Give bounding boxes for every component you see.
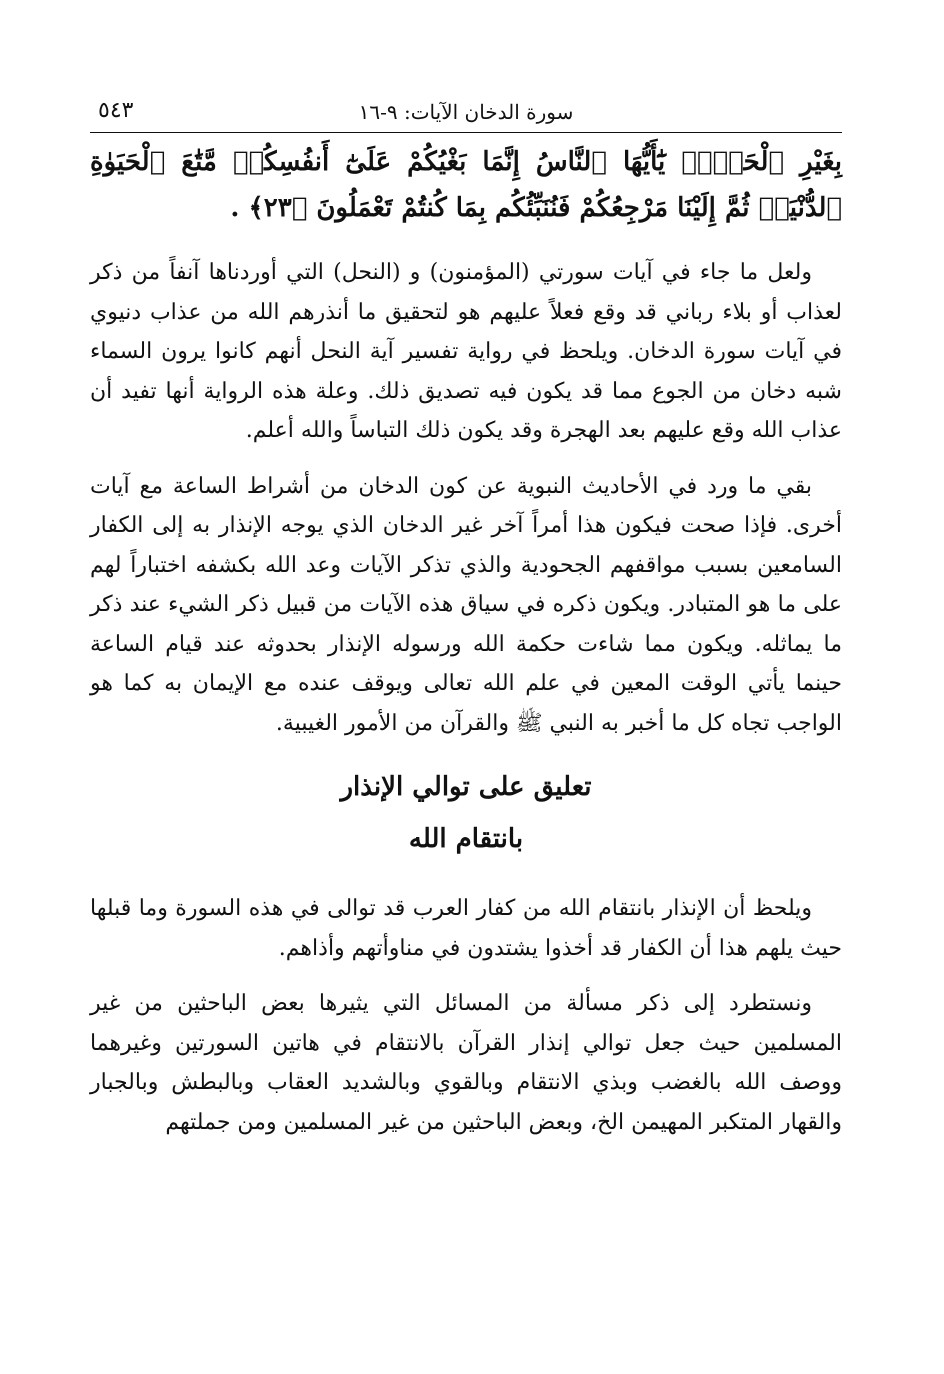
running-title: سورة الدخان الآيات: ٩-١٦ [358, 100, 574, 124]
paragraph-2: بقي ما ورد في الأحاديث النبوية عن كون الدخان من أشراط الساعة مع آيات أخرى. فإذا صحت فيكون هذا أمراً آخر غير الدخان الذي يوجه الإنذار به إلى الكفار السامعين بسبب مواقفهم الجحودية والذي تذكر الآيات وعد الله بكشفه اختباراً لهم على ما هو المتبادر. ويكون ذكره في سياق هذه الآيات من قبيل ذكر الشيء عند ذكر ما يماثله. ويكون مما شاءت حكمة الله ورسوله الإنذار بحدوثه عند قيام الساعة حينما يأتي الوقت المعين في علم الله تعالى ويوقف عنده مع الإيمان به كما هو الواجب تجاه كل ما أخبر به النبي ﷺ والقرآن من الأمور الغيبية. [90, 473, 842, 736]
paragraph-4: ونستطرد إلى ذكر مسألة من المسائل التي يثيرها بعض الباحثين من غير المسلمين حيث جعل توالي إنذار القرآن بالانتقام في هاتين السورتين وغيرهما ووصف الله بالغضب وبذي الانتقام وبالقوي وبالشديد العقاب وبالبطش وبالجبار والقهار المتكبر المهيمن الخ، وبعض الباحثين من غير المسلمين ومن جملتهم [90, 991, 842, 1135]
page-number: ٥٤٣ [98, 98, 134, 123]
paragraph-3: ويلحظ أن الإنذار بانتقام الله من كفار العرب قد توالى في هذه السورة وما قبلها حيث يلهم هذا أن الكفار قد أخذوا يشتدون في مناوأتهم وأذاهم. [90, 896, 842, 961]
paragraph-1: ولعل ما جاء في آيات سورتي (المؤمنون) و (النحل) التي أوردناها آنفاً من ذكر لعذاب أو بلاء رباني قد وقع فعلاً عليهم هو لتحقيق ما أنذرهم الله من عذاب دنيوي في آيات سورة الدخان. ويلحظ في رواية تفسير آية النحل أنهم كانوا يرون السماء شبه دخان من الجوع مما قد يكون فيه تصديق ذلك. وعلة هذه الرواية أنها تفيد أن عذاب الله وقع عليهم بعد الهجرة وقد يكون ذلك التباساً والله أعلم. [90, 260, 842, 443]
section-heading-line-2: بانتقام الله [408, 824, 524, 854]
running-header [90, 92, 842, 133]
quran-verse: بِغَيْرِ ٱلْحَقِّۗ يَٰٓأَيُّهَا ٱلنَّاسُ إِنَّمَا بَغْيُكُمْ عَلَىٰٓ أَنفُسِكُمۖ مَّتَٰعَ ٱلْحَيَوٰةِ ٱلدُّنْيَاۖ ثُمَّ إِلَيْنَا مَرْجِعُكُمْ فَنُنَبِّئُكُم بِمَا كُنتُمْ تَعْمَلُونَ ﴿٢٣﴾ . [90, 147, 842, 223]
section-heading-line-1: تعليق على توالي الإنذار [340, 772, 592, 802]
page [90, 92, 842, 1142]
